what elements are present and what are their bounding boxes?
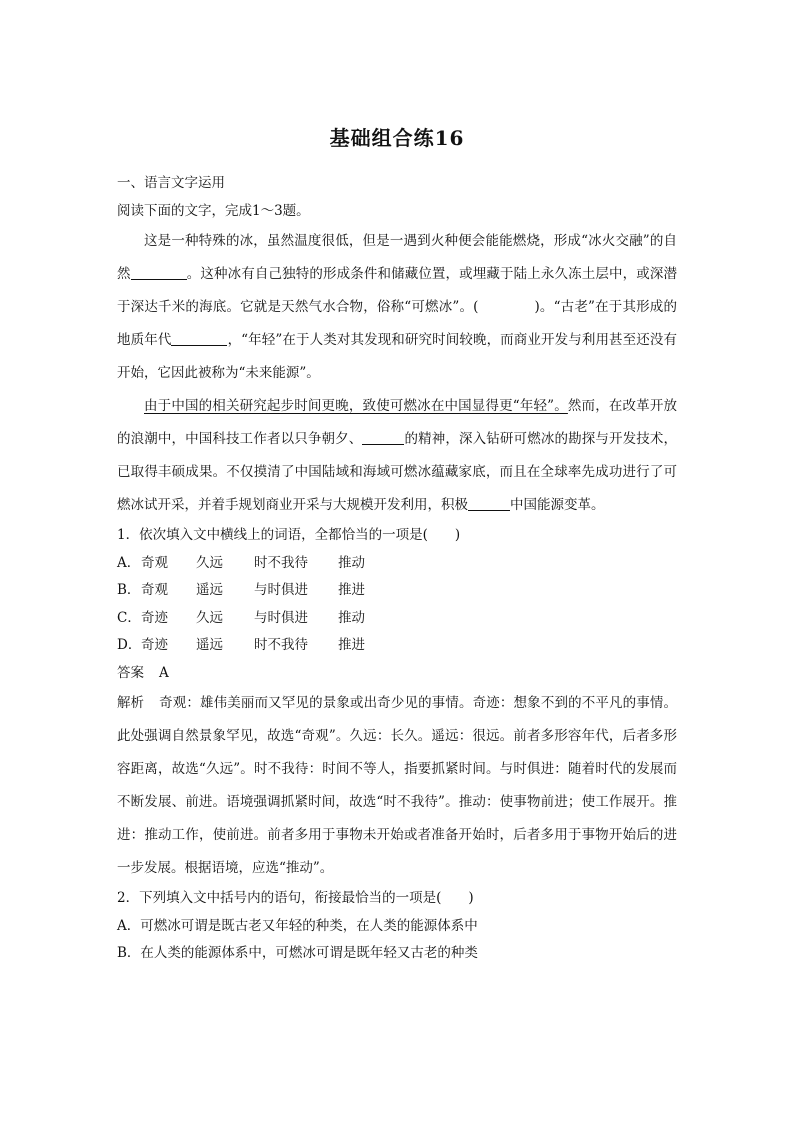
question-1-answer bbox=[117, 660, 677, 688]
section-heading: 一、语言文字运用 bbox=[117, 175, 225, 191]
option-word: 推进 bbox=[338, 637, 365, 653]
passage-text: ，“年轻”在于人类对其发现和研究时间较晚，而商业开发与利用甚至还没有开始，它因此被称为“未来能源”。 bbox=[117, 332, 678, 381]
passage-text: 中国能源变革。 bbox=[510, 497, 605, 513]
question-1-option-d bbox=[117, 632, 677, 660]
fill-blank-4 bbox=[468, 496, 510, 511]
question-2-stem: 2．下列填入文中括号内的语句，衔接最恰当的一项是( ) bbox=[117, 890, 474, 906]
fill-blank-2 bbox=[171, 331, 227, 346]
underlined-sentence: 由于中国的相关研究起步时间更晚，致使可燃冰在中国显得更“年轻”。 bbox=[144, 398, 568, 414]
analysis-text: 奇观：雄伟美丽而又罕见的景象或出奇少见的事情。奇迹：想象不到的不平凡的事情。此处强调自然景象罕见，故选“奇观”。久远：长久。遥远：很远。前者多形容年代，后者多形容距离，故选“久远”。时不我待：时间不等人，指要抓紧时间。与时俱进：随着时代的发展而不断发展、前进。语境强调抓紧时间，故选“时不我待”。推动：使事物前进；使工作展开。推进：推动工作，使前进。前者多用于事物未开始或者准备开始时，后者多用于事物开始后的进一步发展。根据语境，应选“推动”。 bbox=[117, 695, 677, 876]
passage-text: 的精神，深入钻研可燃冰的勘探与开发技术，已取得丰硕成果。不仅摸清了中国陆域和海域可燃冰蕴藏家底，而且在全球率先成功进行了可燃冰试开采，并着手规划商业开采与大规模开发利用，积极 bbox=[117, 431, 678, 513]
question-1-option-a bbox=[117, 550, 677, 578]
option-word: 时不我待 bbox=[254, 554, 308, 571]
option-word: 奇观 bbox=[141, 554, 168, 571]
option-word: 推动 bbox=[338, 609, 365, 626]
passage-text: 然而，在改革开放的浪潮中，中国科技工作者以只争朝夕、 bbox=[117, 398, 678, 447]
passage-text: )。“古老”在于其形成的地质年代 bbox=[117, 299, 677, 348]
question-1-analysis bbox=[117, 687, 677, 885]
option-word: 久远 bbox=[196, 609, 223, 626]
option-key: D． bbox=[117, 637, 142, 653]
question-1-option-b bbox=[117, 577, 677, 605]
option-word: 推进 bbox=[338, 582, 365, 598]
question-1-option-c bbox=[117, 605, 677, 633]
question-2-option-a bbox=[117, 913, 677, 941]
option-key: C． bbox=[117, 609, 141, 626]
option-word: 奇迹 bbox=[141, 637, 168, 653]
option-text: 在人类的能源体系中，可燃冰可谓是既年轻又古老的种类 bbox=[140, 945, 478, 961]
option-word: 奇观 bbox=[141, 582, 168, 598]
question-2-option-b bbox=[117, 940, 677, 968]
passage-paragraph-1 bbox=[117, 225, 677, 390]
option-word: 遥远 bbox=[196, 637, 223, 653]
passage-text: 。这种冰有自己独特的形成条件和储藏位置，或埋藏于陆上永久冻土层中，或深潜于深达千米的海底。它就是天然气水合物，俗称“可燃冰”。( bbox=[117, 266, 678, 315]
analysis-label: 解析 bbox=[117, 695, 144, 711]
option-key: B． bbox=[117, 582, 141, 598]
option-word: 与时俱进 bbox=[254, 609, 308, 626]
answer-label: 答案 bbox=[117, 664, 144, 681]
instruction-text: 阅读下面的文字，完成1～3题。 bbox=[117, 202, 310, 219]
option-key: B． bbox=[117, 945, 141, 961]
question-1-stem: 1．依次填入文中横线上的词语，全都恰当的一项是( ) bbox=[117, 527, 461, 543]
option-word: 奇迹 bbox=[141, 609, 168, 626]
option-word: 时不我待 bbox=[254, 637, 308, 653]
option-key: A． bbox=[117, 554, 141, 571]
option-word: 久远 bbox=[196, 554, 223, 571]
option-word: 推动 bbox=[338, 554, 365, 571]
content-body bbox=[117, 170, 677, 968]
page-title: 基础组合练16 bbox=[329, 126, 465, 150]
passage-paragraph-2 bbox=[117, 390, 677, 522]
fill-blank-3 bbox=[362, 430, 404, 445]
option-word: 与时俱进 bbox=[254, 582, 308, 598]
answer-value: A bbox=[159, 664, 169, 681]
option-key: A． bbox=[117, 917, 141, 934]
passage-text: 这是一种特殊的冰，虽然温度很低，但是一遇到火种便会能能燃烧，形成“冰火交融”的自然 bbox=[117, 233, 677, 282]
option-text: 可燃冰可谓是既古老又年轻的种类，在人类的能源体系中 bbox=[140, 917, 478, 934]
fill-blank-1 bbox=[131, 265, 187, 280]
option-word: 遥远 bbox=[196, 582, 223, 598]
